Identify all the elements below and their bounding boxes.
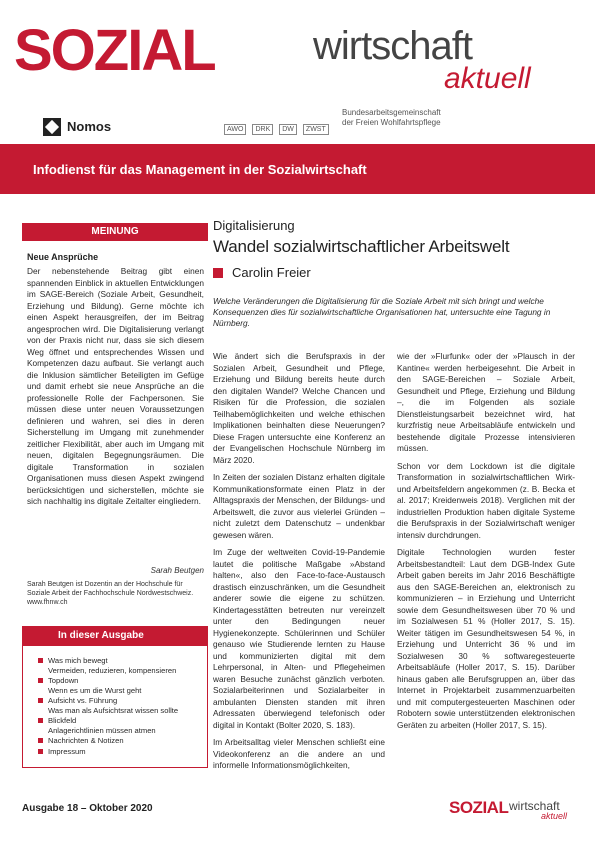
partner-text: Bundesarbeitsgemeinschaft der Freien Wohlfahrtspflege bbox=[342, 108, 441, 127]
partner-logo: AWO bbox=[224, 124, 246, 135]
contents-item-subtitle: Anlagerichtlinien müssen atmen bbox=[48, 725, 156, 735]
article-lead: Welche Veränderungen die Digitalisierung für die Soziale Arbeit mit sich bringt und welche Konsequenzen dies für sozialwirtschaftliche Organisationen hat, untersuchte eine Tagung in Nürnberg. bbox=[213, 296, 551, 328]
sidebar-body: Der nebenstehende Beitrag gibt einen spannenden Einblick in aktuellen Entwicklungen im SAGE-Bereich (Soziale Arbeit, Gesundheit, Erziehung und Bildung). Gerne möchte ich einen Aspekt herausgreifen, der im Beitrag angesprochen wird. Die Digitalisierung verlangt von der Praxis nicht nur, dass sie sich diesem Weg öffnet und entsprechendes Wissen und Kompetenzen dazu aufbaut. Sie verlangt auch die Inklusion sämtlicher Beteiligten im Gefüge und damit erhebt sie neue Ansprüche an die professionelle Rolle der Fachpersonen. Sie müssen diese unter neuen Voraussetzungen definieren und wahren, sei dies in deren Sicherstellung im Umgang mit zunehmender zeitlicher Flexibilität, aber auch im Umgang mit neuen, digitalen Begegnungsräumen. Die digitale Transformation in sozialen Organisationen muss diesen Aspekt zwingend berücksichtigen und sicherstellen, möchte sie sich nachhaltig ins digitale Zeitalter eingliedern. bbox=[27, 266, 204, 506]
contents-item-title: Blickfeld bbox=[48, 716, 77, 725]
sidebar-author-bio: Sarah Beutgen ist Dozentin an der Hochschule für Soziale Arbeit der Fachhochschule Nordwestschweiz. www.fhnw.ch bbox=[27, 581, 194, 606]
contents-item-title: Nachrichten & Notizen bbox=[48, 736, 124, 745]
contents-item[interactable] bbox=[38, 736, 204, 746]
article-paragraph: wie der »Flurfunk« oder der »Plausch in der Kantine« werden herbeigesehnt. Die Arbeit in den SAGE-Bereichen – Soziale Arbeit, Gesundheit und Pflege, Erziehung und Bildung –, die im Folgenden als soziale Dienstleistungsarbeit bezeichnet wird, hat kurzfristig neue Arbeitsabläufe entwickeln und bestehende digitale Prozesse intensivieren müssen. bbox=[397, 351, 575, 453]
article-paragraph: Im Zuge der weltweiten Covid-19-Pandemie lautet die politische Maßgabe »Abstand halten«, also den Face-to-face-Austausch drastisch einzuschränken, um die Gesundheit anderer sowie die eigene zu schützen. Kindertagesstätten betreuten nur vereinzelt unter den Bedingungen neuer Hygienekonzepte. Schülerinnen und Schüler genauso wie Studierende lernten zu Hause und kommunizierten digital mit dem Lehrpersonal, in Alten- und Pflegeheimen waren Besuche zunächst gänzlich verboten. Sozialarbeiterinnen und Sozialarbeiter in ambulanten Diensten standen mit ihren Adressaten überwiegend telefonisch oder digital in Kontakt (Bolter 2020, S. 183). bbox=[213, 547, 385, 730]
article-column-2 bbox=[397, 351, 575, 737]
article-author: Carolin Freier bbox=[232, 265, 311, 280]
article-paragraph: Wie ändert sich die Berufspraxis in der Sozialen Arbeit, Gesundheit und Pflege, Erziehung und Bildung bereits heute durch den digitalen Wandel? Welche Chancen und Risiken für die Profession, die sozialen Teilhabemöglichkeiten und welche ethischen Implikationen beinhalten diese Neuerungen? Diese Fragen untersuchte eine Konferenz an der Evangelischen Hochschule Nürnberg im März 2020. bbox=[213, 351, 385, 465]
sidebar-title: Neue Ansprüche bbox=[27, 252, 99, 262]
author-marker-icon bbox=[213, 268, 223, 278]
partner-logos bbox=[224, 124, 329, 135]
contents-list bbox=[38, 656, 204, 757]
article-paragraph: Digitale Technologien wurden fester Arbeitsbestandteil: Laut dem DGB-Index Gute Arbeit gaben bereits im Jahr 2016 Beschäftigte aus den SAGE-Bereichen an, elektronisch zu kommunizieren – in Erziehung und Unterricht sowie dem Gesundheitswesen über 70 % und im Sozialwesen 51 % (Holler 2017, S. 15). Weiter tätigen im Gesundheitswesen 54 %, in Erziehung und Unterricht 36 % und im Sozialwesen 30 % softwaregesteuerte Arbeitsabläufe (Holler 2017, S. 15). Darüber hinaus gaben alle Berufsgruppen an, über das Internet in Projektarbeit zusammenzuarbeiten und mit computergesteuerten Maschinen oder Robotern sowie unterstützenden elektronischen Geräten zu arbeiten (Holler 2017, S. 15). bbox=[397, 547, 575, 730]
article-paragraph: Im Arbeitsalltag vieler Menschen schließt eine Videokonferenz an die andere an und informelle Informationsmöglichkeiten, bbox=[213, 737, 385, 770]
tagline: Infodienst für das Management in der Sozialwirtschaft bbox=[33, 162, 367, 177]
contents-item[interactable] bbox=[38, 676, 204, 695]
contents-item[interactable] bbox=[38, 716, 204, 735]
contents-item-title: Topdown bbox=[48, 676, 79, 685]
article-column-1 bbox=[213, 351, 385, 778]
masthead-aktuell: aktuell bbox=[444, 62, 531, 95]
partner-logo: DRK bbox=[252, 124, 273, 135]
sidebar-signature: Sarah Beutgen bbox=[150, 566, 204, 575]
partner-logo: ZWST bbox=[303, 124, 329, 135]
contents-item-title: Was mich bewegt bbox=[48, 656, 108, 665]
footer-logo-aktuell: aktuell bbox=[541, 811, 568, 821]
footer-logo-wirtschaft: wirtschaft bbox=[509, 799, 560, 813]
article-paragraph: In Zeiten der sozialen Distanz erhalten digitale Kommunikationsformate einen Platz in der Alltagspraxis der Menschen, der Bildungs- und Arbeitswelt, die zuvor aus vielerlei Gründen – nicht zuletzt dem Datenschutz – undenkbar gewesen wären. bbox=[213, 472, 385, 540]
contents-item[interactable] bbox=[38, 696, 204, 715]
publisher-name: Nomos bbox=[67, 119, 112, 134]
article-headline: Wandel sozialwirtschaftlicher Arbeitswelt bbox=[213, 237, 510, 256]
contents-item-title: Aufsicht vs. Führung bbox=[48, 696, 118, 705]
article-kicker: Digitalisierung bbox=[213, 218, 295, 233]
contents-item-subtitle: Wenn es um die Wurst geht bbox=[48, 685, 142, 695]
issue-label: Ausgabe 18 – Oktober 2020 bbox=[22, 803, 153, 814]
contents-item-subtitle: Was man als Aufsichtsrat wissen sollte bbox=[48, 705, 179, 715]
partner-logo: DW bbox=[279, 124, 297, 135]
masthead-wirtschaft: wirtschaft bbox=[313, 24, 472, 68]
footer-logo-sozial: SOZIAL bbox=[449, 798, 509, 817]
contents-header: In dieser Ausgabe bbox=[22, 626, 208, 646]
masthead-sozial: SOZIAL bbox=[14, 18, 215, 83]
contents-item[interactable] bbox=[38, 747, 204, 757]
article-paragraph: Schon vor dem Lockdown ist die digitale Transformation in sozialwirtschaftlichen Wirk- und Arbeitsfeldern angekommen (z. B. Becka et al. 2017; Kreidenweis 2018). Verglichen mit der industriellen Produktion haben digitale Systeme die Berufspraxis in der Sozialwirtschaft weniger intensiv durchdrungen. bbox=[397, 460, 575, 540]
nomos-logo-icon bbox=[43, 118, 61, 136]
section-label-meinung: MEINUNG bbox=[22, 223, 208, 241]
contents-item[interactable] bbox=[38, 656, 204, 675]
contents-item-title: Impressum bbox=[48, 746, 86, 756]
contents-item-subtitle: Vermeiden, reduzieren, kompensieren bbox=[48, 665, 177, 675]
